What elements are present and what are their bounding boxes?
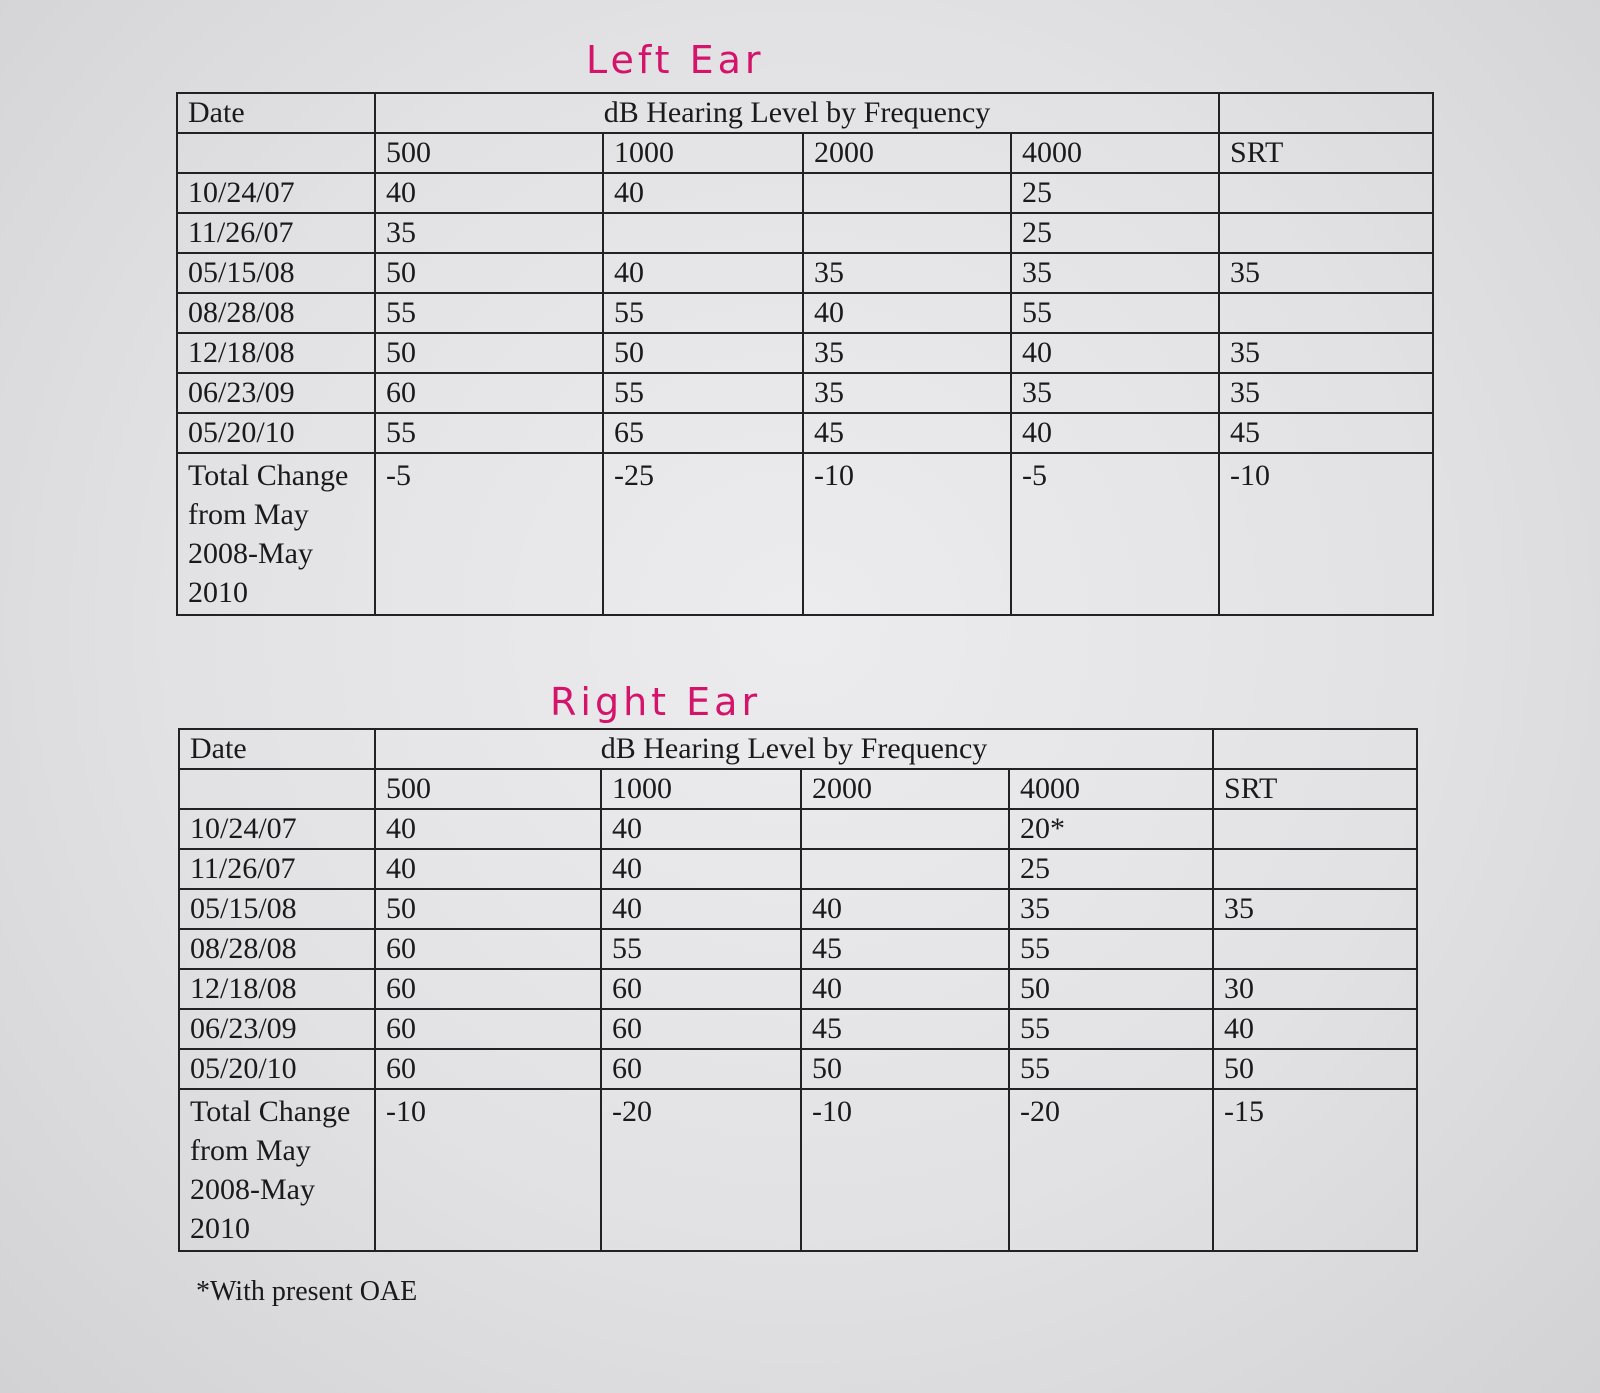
total-row bbox=[177, 453, 1433, 615]
total-value: -25 bbox=[603, 453, 803, 615]
frequency-group-header: dB Hearing Level by Frequency bbox=[375, 93, 1219, 133]
total-value: -15 bbox=[1213, 1089, 1417, 1251]
column-header: 500 bbox=[375, 769, 601, 809]
date-cell: 11/26/07 bbox=[177, 213, 375, 253]
empty-cell bbox=[1219, 93, 1433, 133]
total-value: -20 bbox=[1009, 1089, 1213, 1251]
value-cell: 55 bbox=[1009, 1009, 1213, 1049]
table-row bbox=[179, 889, 1417, 929]
value-cell: 40 bbox=[375, 173, 603, 213]
empty-cell bbox=[177, 133, 375, 173]
left-ear-table bbox=[176, 92, 1434, 616]
value-cell: 40 bbox=[1011, 333, 1219, 373]
column-header: 4000 bbox=[1011, 133, 1219, 173]
date-cell: 05/15/08 bbox=[177, 253, 375, 293]
value-cell: 65 bbox=[603, 413, 803, 453]
frequency-group-header: dB Hearing Level by Frequency bbox=[375, 729, 1213, 769]
value-cell: 60 bbox=[601, 969, 801, 1009]
column-header-row bbox=[179, 769, 1417, 809]
value-cell bbox=[1213, 929, 1417, 969]
value-cell: 25 bbox=[1011, 213, 1219, 253]
value-cell bbox=[801, 809, 1009, 849]
value-cell: 35 bbox=[803, 373, 1011, 413]
date-cell: 11/26/07 bbox=[179, 849, 375, 889]
value-cell: 35 bbox=[1219, 253, 1433, 293]
date-cell: 06/23/09 bbox=[177, 373, 375, 413]
value-cell: 40 bbox=[603, 253, 803, 293]
column-header: 500 bbox=[375, 133, 603, 173]
column-header: 4000 bbox=[1009, 769, 1213, 809]
date-cell: 06/23/09 bbox=[179, 1009, 375, 1049]
value-cell: 55 bbox=[1009, 929, 1213, 969]
value-cell: 25 bbox=[1009, 849, 1213, 889]
value-cell: 40 bbox=[601, 809, 801, 849]
value-cell bbox=[803, 173, 1011, 213]
column-header: 2000 bbox=[801, 769, 1009, 809]
value-cell: 50 bbox=[375, 889, 601, 929]
total-label: Total Change from May 2008-May 2010 bbox=[179, 1089, 375, 1251]
date-cell: 10/24/07 bbox=[177, 173, 375, 213]
value-cell: 50 bbox=[603, 333, 803, 373]
value-cell: 40 bbox=[801, 969, 1009, 1009]
value-cell: 35 bbox=[1011, 253, 1219, 293]
date-cell: 12/18/08 bbox=[177, 333, 375, 373]
empty-cell bbox=[1213, 729, 1417, 769]
header-row bbox=[177, 93, 1433, 133]
total-value: -10 bbox=[801, 1089, 1009, 1251]
empty-cell bbox=[179, 769, 375, 809]
value-cell: 60 bbox=[375, 929, 601, 969]
table-row bbox=[177, 413, 1433, 453]
value-cell bbox=[1213, 809, 1417, 849]
column-header: SRT bbox=[1213, 769, 1417, 809]
value-cell: 40 bbox=[601, 849, 801, 889]
value-cell: 40 bbox=[375, 849, 601, 889]
value-cell: 55 bbox=[601, 929, 801, 969]
value-cell: 50 bbox=[1213, 1049, 1417, 1089]
column-header-row bbox=[177, 133, 1433, 173]
value-cell: 35 bbox=[1219, 333, 1433, 373]
value-cell bbox=[603, 213, 803, 253]
total-label: Total Change from May 2008-May 2010 bbox=[177, 453, 375, 615]
value-cell: 55 bbox=[1011, 293, 1219, 333]
value-cell: 50 bbox=[1009, 969, 1213, 1009]
value-cell bbox=[1219, 213, 1433, 253]
right-ear-title: Right Ear bbox=[550, 680, 762, 724]
value-cell: 60 bbox=[601, 1049, 801, 1089]
column-header: 1000 bbox=[603, 133, 803, 173]
column-header: SRT bbox=[1219, 133, 1433, 173]
total-value: -10 bbox=[803, 453, 1011, 615]
total-value: -10 bbox=[1219, 453, 1433, 615]
right-ear-table bbox=[178, 728, 1418, 1252]
value-cell: 40 bbox=[375, 809, 601, 849]
date-header: Date bbox=[177, 93, 375, 133]
date-cell: 10/24/07 bbox=[179, 809, 375, 849]
value-cell: 45 bbox=[801, 929, 1009, 969]
value-cell: 35 bbox=[1011, 373, 1219, 413]
total-row bbox=[179, 1089, 1417, 1251]
value-cell: 35 bbox=[1219, 373, 1433, 413]
total-value: -20 bbox=[601, 1089, 801, 1251]
total-value: -10 bbox=[375, 1089, 601, 1251]
value-cell: 40 bbox=[803, 293, 1011, 333]
value-cell: 40 bbox=[1213, 1009, 1417, 1049]
value-cell: 40 bbox=[801, 889, 1009, 929]
value-cell: 50 bbox=[801, 1049, 1009, 1089]
value-cell: 35 bbox=[803, 333, 1011, 373]
table-row bbox=[177, 173, 1433, 213]
value-cell bbox=[803, 213, 1011, 253]
value-cell: 40 bbox=[603, 173, 803, 213]
date-cell: 05/20/10 bbox=[179, 1049, 375, 1089]
table-row bbox=[177, 213, 1433, 253]
table-row bbox=[177, 293, 1433, 333]
table-row bbox=[179, 1049, 1417, 1089]
value-cell: 45 bbox=[1219, 413, 1433, 453]
date-cell: 08/28/08 bbox=[179, 929, 375, 969]
table-row bbox=[179, 1009, 1417, 1049]
date-cell: 12/18/08 bbox=[179, 969, 375, 1009]
total-value: -5 bbox=[375, 453, 603, 615]
left-ear-title: Left Ear bbox=[586, 38, 765, 82]
column-header: 2000 bbox=[803, 133, 1011, 173]
table-row bbox=[179, 849, 1417, 889]
value-cell: 20* bbox=[1009, 809, 1213, 849]
date-header: Date bbox=[179, 729, 375, 769]
value-cell bbox=[1219, 173, 1433, 213]
value-cell: 60 bbox=[375, 969, 601, 1009]
column-header: 1000 bbox=[601, 769, 801, 809]
value-cell: 50 bbox=[375, 253, 603, 293]
value-cell: 55 bbox=[603, 373, 803, 413]
total-value: -5 bbox=[1011, 453, 1219, 615]
date-cell: 05/20/10 bbox=[177, 413, 375, 453]
value-cell: 45 bbox=[801, 1009, 1009, 1049]
value-cell: 50 bbox=[375, 333, 603, 373]
table-row bbox=[177, 333, 1433, 373]
value-cell: 35 bbox=[375, 213, 603, 253]
value-cell: 30 bbox=[1213, 969, 1417, 1009]
value-cell: 60 bbox=[375, 1009, 601, 1049]
table-row bbox=[179, 969, 1417, 1009]
footnote: *With present OAE bbox=[196, 1276, 418, 1307]
date-cell: 05/15/08 bbox=[179, 889, 375, 929]
value-cell: 55 bbox=[1009, 1049, 1213, 1089]
value-cell bbox=[1213, 849, 1417, 889]
value-cell: 55 bbox=[375, 413, 603, 453]
value-cell: 60 bbox=[375, 1049, 601, 1089]
table-row bbox=[179, 809, 1417, 849]
value-cell: 45 bbox=[803, 413, 1011, 453]
value-cell: 35 bbox=[1009, 889, 1213, 929]
value-cell: 60 bbox=[601, 1009, 801, 1049]
value-cell bbox=[801, 849, 1009, 889]
table-row bbox=[179, 929, 1417, 969]
table-row bbox=[177, 373, 1433, 413]
value-cell: 35 bbox=[1213, 889, 1417, 929]
value-cell bbox=[1219, 293, 1433, 333]
table-row bbox=[177, 253, 1433, 293]
value-cell: 25 bbox=[1011, 173, 1219, 213]
date-cell: 08/28/08 bbox=[177, 293, 375, 333]
value-cell: 55 bbox=[603, 293, 803, 333]
value-cell: 60 bbox=[375, 373, 603, 413]
header-row bbox=[179, 729, 1417, 769]
value-cell: 35 bbox=[803, 253, 1011, 293]
value-cell: 40 bbox=[1011, 413, 1219, 453]
value-cell: 40 bbox=[601, 889, 801, 929]
value-cell: 55 bbox=[375, 293, 603, 333]
